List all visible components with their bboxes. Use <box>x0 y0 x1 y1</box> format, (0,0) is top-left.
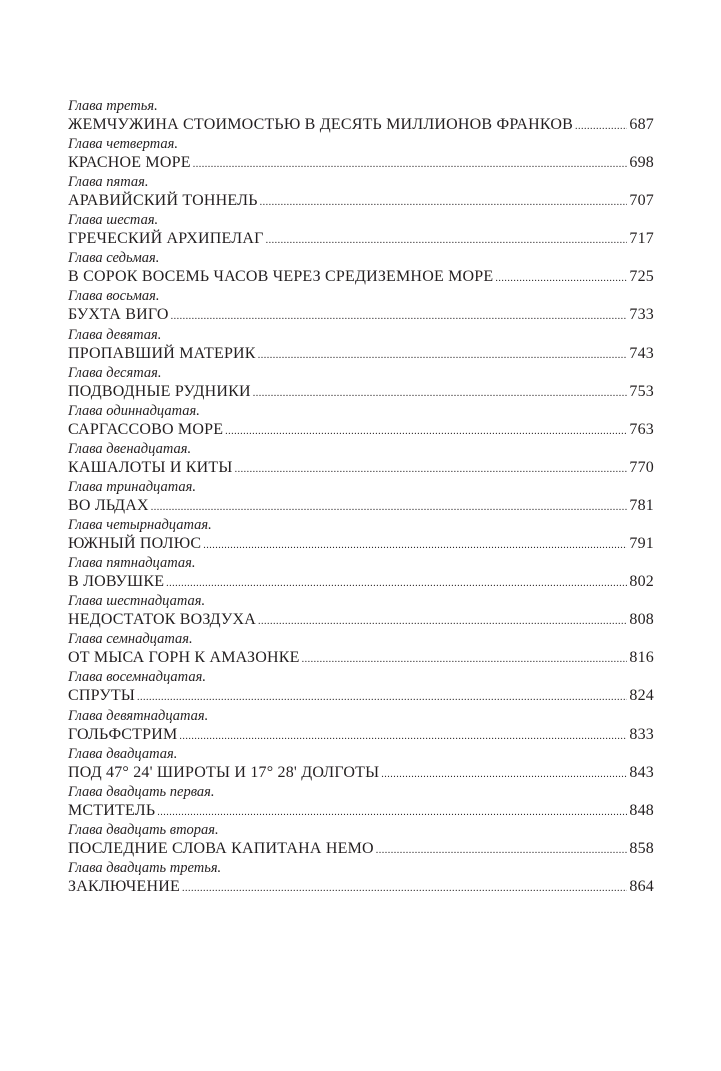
chapter-number: Глава шестнадцатая. <box>68 593 206 610</box>
toc-line <box>68 648 654 668</box>
dot-leader <box>225 422 627 442</box>
toc-line <box>68 725 654 745</box>
toc-line <box>68 496 654 516</box>
toc-line <box>68 115 654 135</box>
dot-leader <box>495 269 627 289</box>
toc-entry[interactable] <box>68 859 654 897</box>
dot-leader <box>179 727 627 747</box>
toc-entry[interactable] <box>68 592 654 630</box>
toc-entry[interactable] <box>68 249 654 287</box>
page-number: 743 <box>629 344 654 362</box>
dot-leader <box>193 155 628 175</box>
chapter-number: Глава двадцать вторая. <box>68 821 219 838</box>
chapter-title: ЮЖНЫЙ ПОЛЮС <box>68 535 202 553</box>
toc-entry[interactable] <box>68 821 654 859</box>
toc-entry[interactable] <box>68 97 654 135</box>
page-number: 808 <box>629 611 654 629</box>
dot-leader <box>260 193 628 213</box>
page-number: 848 <box>629 801 654 819</box>
dot-leader <box>376 841 628 861</box>
chapter-title: КРАСНОЕ МОРЕ <box>68 154 191 172</box>
dot-leader <box>381 765 627 785</box>
toc-line <box>68 877 654 897</box>
toc-line <box>68 763 654 783</box>
page-number: 687 <box>629 116 654 133</box>
toc-line <box>68 305 654 325</box>
chapter-number: Глава одиннадцатая. <box>68 402 200 419</box>
chapter-number: Глава тринадцатая. <box>68 478 196 495</box>
toc-line <box>68 534 654 554</box>
toc-line <box>68 458 654 478</box>
chapter-title: ЖЕМЧУЖИНА СТОИМОСТЬЮ В ДЕСЯТЬ МИЛЛИОНОВ ФРАНКОВ <box>68 116 574 133</box>
page-number: 733 <box>629 306 654 324</box>
dot-leader <box>166 574 627 594</box>
chapter-number: Глава десятая. <box>68 364 162 381</box>
page-number: 770 <box>629 458 654 476</box>
chapter-title: ПОДВОДНЫЕ РУДНИКИ <box>68 382 251 400</box>
dot-leader <box>203 536 627 556</box>
chapter-title: В ЛОВУШКЕ <box>68 573 165 591</box>
chapter-number: Глава третья. <box>68 98 158 114</box>
chapter-title: ПОД 47° 24' ШИРОТЫ И 17° 28' ДОЛГОТЫ <box>68 763 380 781</box>
toc-line <box>68 267 654 287</box>
chapter-number: Глава девятая. <box>68 326 162 343</box>
page-number: 864 <box>629 877 654 895</box>
toc-entry[interactable] <box>68 554 654 592</box>
dot-leader <box>302 650 628 670</box>
page-number: 843 <box>629 763 654 781</box>
toc-entry[interactable] <box>68 783 654 821</box>
page-number: 753 <box>629 382 654 400</box>
toc-entry[interactable] <box>68 745 654 783</box>
page-number: 816 <box>629 649 654 667</box>
chapter-number: Глава двадцать первая. <box>68 783 215 800</box>
chapter-title: ОТ МЫСА ГОРН К АМАЗОНКЕ <box>68 649 300 667</box>
toc-entry[interactable] <box>68 135 654 173</box>
chapter-title: В СОРОК ВОСЕМЬ ЧАСОВ ЧЕРЕЗ СРЕДИЗЕМНОЕ МОРЕ <box>68 268 494 286</box>
page-number: 725 <box>629 268 654 286</box>
page-number: 698 <box>629 154 654 172</box>
chapter-number: Глава четвертая. <box>68 136 178 153</box>
dot-leader <box>575 117 627 137</box>
chapter-title: НЕДОСТАТОК ВОЗДУХА <box>68 611 256 629</box>
page-number: 781 <box>629 496 654 514</box>
table-of-contents <box>68 97 654 897</box>
chapter-title: ВО ЛЬДАХ <box>68 496 149 514</box>
dot-leader <box>258 612 627 632</box>
page-number: 802 <box>629 573 654 591</box>
chapter-title: СПРУТЫ <box>68 687 135 705</box>
chapter-title: МСТИТЕЛЬ <box>68 801 156 819</box>
dot-leader <box>157 803 627 823</box>
chapter-title: КАШАЛОТЫ И КИТЫ <box>68 458 233 476</box>
toc-entry[interactable] <box>68 287 654 325</box>
chapter-number: Глава пятая. <box>68 174 149 191</box>
dot-leader <box>182 879 627 899</box>
chapter-number: Глава восемнадцатая. <box>68 669 206 686</box>
toc-line <box>68 420 654 440</box>
chapter-title: ПРОПАВШИЙ МАТЕРИК <box>68 344 256 362</box>
toc-entry[interactable] <box>68 630 654 668</box>
chapter-title: АРАВИЙСКИЙ ТОННЕЛЬ <box>68 192 258 210</box>
toc-entry[interactable] <box>68 516 654 554</box>
toc-line <box>68 382 654 402</box>
chapter-number: Глава двадцатая. <box>68 745 178 762</box>
toc-line <box>68 801 654 821</box>
chapter-number: Глава пятнадцатая. <box>68 555 196 572</box>
toc-line <box>68 686 654 706</box>
page-number: 707 <box>629 192 654 210</box>
toc-entry[interactable] <box>68 364 654 402</box>
toc-line <box>68 344 654 364</box>
page-number: 717 <box>629 230 654 248</box>
toc-entry[interactable] <box>68 402 654 440</box>
chapter-title: ПОСЛЕДНИЕ СЛОВА КАПИТАНА НЕМО <box>68 839 374 857</box>
toc-line <box>68 229 654 249</box>
dot-leader <box>137 688 627 708</box>
dot-leader <box>171 307 628 327</box>
toc-entry[interactable] <box>68 668 654 706</box>
chapter-number: Глава четырнадцатая. <box>68 517 212 534</box>
dot-leader <box>235 460 628 480</box>
toc-line <box>68 610 654 630</box>
chapter-number: Глава двадцать третья. <box>68 859 222 876</box>
chapter-title: БУХТА ВИГО <box>68 306 169 324</box>
toc-entry[interactable] <box>68 211 654 249</box>
dot-leader <box>151 498 628 518</box>
chapter-title: ГОЛЬФСТРИМ <box>68 725 178 743</box>
toc-line <box>68 153 654 173</box>
page-number: 858 <box>629 839 654 857</box>
page-number: 833 <box>629 725 654 743</box>
toc-entry[interactable] <box>68 440 654 478</box>
chapter-number: Глава семнадцатая. <box>68 631 193 648</box>
chapter-title: ГРЕЧЕСКИЙ АРХИПЕЛАГ <box>68 230 264 248</box>
dot-leader <box>258 346 628 366</box>
toc-line <box>68 191 654 211</box>
toc-entry[interactable] <box>68 478 654 516</box>
chapter-title: ЗАКЛЮЧЕНИЕ <box>68 877 180 895</box>
chapter-title: САРГАССОВО МОРЕ <box>68 420 224 438</box>
toc-entry[interactable] <box>68 707 654 745</box>
chapter-number: Глава двенадцатая. <box>68 440 192 457</box>
chapter-number: Глава восьмая. <box>68 288 160 305</box>
chapter-number: Глава шестая. <box>68 212 159 229</box>
toc-entry[interactable] <box>68 326 654 364</box>
page-number: 824 <box>629 687 654 705</box>
page-number: 791 <box>629 535 654 553</box>
toc-line <box>68 839 654 859</box>
dot-leader <box>253 384 628 404</box>
page-number: 763 <box>629 420 654 438</box>
chapter-number: Глава девятнадцатая. <box>68 707 209 724</box>
chapter-number: Глава седьмая. <box>68 250 160 267</box>
toc-line <box>68 572 654 592</box>
dot-leader <box>266 231 628 251</box>
toc-entry[interactable] <box>68 173 654 211</box>
